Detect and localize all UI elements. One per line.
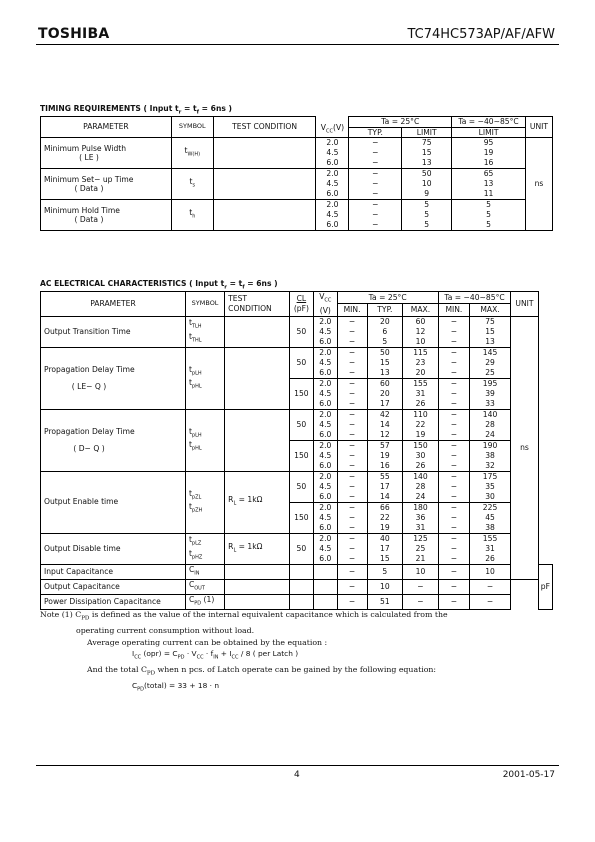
- vcc-cell: [314, 579, 337, 594]
- limit-cell: 75 15 13: [402, 138, 452, 169]
- max85-cell: 145 29 25: [469, 347, 510, 378]
- test-cell: [225, 579, 289, 594]
- cl-cell: 50: [289, 409, 314, 440]
- cl-cell: 50: [289, 347, 314, 378]
- sym-output-capacitance: $C_{OUT}$: [185, 579, 224, 594]
- notes: [40, 609, 552, 696]
- note-3: And the total $C_{PD}$ when n pcs. of Latch operate can be gained by the following equation:: [87, 665, 437, 677]
- cl-cell: 150: [289, 440, 314, 471]
- min85-cell: − − −: [438, 502, 469, 533]
- vcc-cell: [314, 564, 337, 579]
- typ-cell: 40 17 15: [367, 533, 402, 564]
- max-cell: 60 12 10: [403, 316, 439, 347]
- timing-title: TIMING REQUIREMENTS ( Input $t_r = t_f = 6ns$ ): [40, 104, 233, 116]
- min-cell: −: [337, 564, 367, 579]
- max-cell: 125 25 21: [403, 533, 439, 564]
- typ-cell: 20 6 5: [367, 316, 402, 347]
- col-typ: TYP.: [349, 127, 402, 138]
- ac-table: [40, 291, 553, 610]
- revision-date: 2001-05-17: [502, 770, 555, 780]
- col-symbol: SYMBOL: [185, 292, 224, 317]
- max85-cell: −: [469, 579, 510, 594]
- max-cell: 115 23 20: [403, 347, 439, 378]
- vcc-cell: 2.0 4.5 6.0: [314, 471, 337, 502]
- test-cell: [213, 200, 316, 231]
- test-cell: [225, 347, 289, 409]
- param-output-transition: Output Transition Time: [41, 316, 186, 347]
- min85-cell: − − −: [438, 378, 469, 409]
- col-min: MIN.: [337, 304, 367, 316]
- note-1-line-1: Note (1) $C_{PD}$ is defined as the value of the internal equivalent capacitance which is calculated from the: [40, 610, 448, 622]
- param-input-capacitance: Input Capacitance: [41, 564, 186, 579]
- cl-cell: 50: [289, 471, 314, 502]
- min85-cell: −: [438, 579, 469, 594]
- min-cell: − − −: [337, 533, 367, 564]
- col-vcc: $V_{CC}(V)$: [316, 117, 349, 138]
- min85-cell: − − −: [438, 347, 469, 378]
- limit85-cell: 65 13 11: [452, 169, 526, 200]
- param-prop-delay-d-q: Propagation Delay Time ( D− Q ): [41, 409, 186, 471]
- test-cell: [225, 564, 289, 579]
- param-hold-time: Minimum Hold Time ( Data ): [41, 200, 172, 231]
- typ-cell: − − −: [349, 169, 402, 200]
- cl-cell: 150: [289, 378, 314, 409]
- max-cell: 155 31 26: [403, 378, 439, 409]
- cl-cell: 50: [289, 316, 314, 347]
- col-max: MAX.: [403, 304, 439, 316]
- col-parameter: PARAMETER: [41, 292, 186, 317]
- vcc-cell: 2.0 4.5 6.0: [314, 409, 337, 440]
- param-pulse-width: Minimum Pulse Width ( LE ): [41, 138, 172, 169]
- vcc-cell: 2.0 4.5 6.0: [314, 440, 337, 471]
- col-ta85: Ta = −40~85°C: [452, 117, 526, 128]
- param-output-disable: Output Disable time: [41, 533, 186, 564]
- max85-cell: −: [469, 594, 510, 609]
- timing-table: [40, 116, 553, 231]
- max85-cell: 75 15 13: [469, 316, 510, 347]
- typ-cell: 42 14 12: [367, 409, 402, 440]
- max-cell: 10: [403, 564, 439, 579]
- typ-cell: 51: [367, 594, 402, 609]
- limit-cell: 5 5 5: [402, 200, 452, 231]
- min85-cell: −: [438, 564, 469, 579]
- min85-cell: − − −: [438, 471, 469, 502]
- sym-input-capacitance: $C_{IN}$: [185, 564, 224, 579]
- unit-ns: ns: [511, 316, 539, 579]
- max85-cell: 10: [469, 564, 510, 579]
- brand-logo: TOSHIBA: [38, 26, 110, 42]
- note-1-line-2: operating current consumption without load.: [76, 626, 255, 636]
- param-power-dissipation: Power Dissipation Capacitance: [41, 594, 186, 609]
- test-cell: [225, 316, 289, 347]
- col-min-85: MIN.: [438, 304, 469, 316]
- vcc-cell: 2.0 4.5 6.0: [314, 378, 337, 409]
- cl-cell: 150: [289, 502, 314, 533]
- typ-cell: 5: [367, 564, 402, 579]
- vcc-cell: 2.0 4.5 6.0: [314, 533, 337, 564]
- equation-icc: $I_{CC}$ $(opr) = C_{PD} \cdot V_{CC} \cdot f_{IN} + I_{CC} / 8$ ( per Latch ): [132, 649, 299, 661]
- vcc-cell: 2.0 4.5 6.0: [314, 502, 337, 533]
- sym-setup-time: $t_s$: [171, 169, 213, 200]
- min85-cell: − − −: [438, 440, 469, 471]
- sym-output-transition: $t_{TLH}$ $t_{THL}$: [185, 316, 224, 347]
- col-limit-25: LIMIT: [402, 127, 452, 138]
- vcc-cell: [314, 594, 337, 609]
- max85-cell: 175 35 30: [469, 471, 510, 502]
- col-cl: CL (pF): [289, 292, 314, 317]
- param-output-enable: Output Enable time: [41, 471, 186, 533]
- ac-title: AC ELECTRICAL CHARACTERISTICS ( Input $t_r = t_f = 6ns$ ): [40, 279, 278, 291]
- max85-cell: 190 38 32: [469, 440, 510, 471]
- max85-cell: 225 45 38: [469, 502, 510, 533]
- test-rl: $R_L = 1k\Omega$: [225, 533, 289, 564]
- sym-pulse-width: $t_{W(H)}$: [171, 138, 213, 169]
- typ-cell: − − −: [349, 138, 402, 169]
- sym-prop-delay-le-q: $t_{pLH}$ $t_{pHL}$: [185, 347, 224, 409]
- unit-ns: ns: [525, 138, 552, 231]
- page-number: 4: [294, 770, 300, 780]
- test-cell: [213, 138, 316, 169]
- max-cell: 180 36 31: [403, 502, 439, 533]
- test-cell: [213, 169, 316, 200]
- typ-cell: 57 19 16: [367, 440, 402, 471]
- max-cell: 150 30 26: [403, 440, 439, 471]
- max85-cell: 140 28 24: [469, 409, 510, 440]
- col-vcc: $V_{CC}$ (V): [314, 292, 337, 317]
- min-cell: − − −: [337, 502, 367, 533]
- col-test-condition: TEST CONDITION: [225, 292, 289, 317]
- header-divider: [36, 44, 559, 45]
- cl-cell: [289, 564, 314, 579]
- test-cell: [225, 409, 289, 471]
- min-cell: − − −: [337, 347, 367, 378]
- typ-cell: 50 15 13: [367, 347, 402, 378]
- col-max-85: MAX.: [469, 304, 510, 316]
- limit85-cell: 5 5 5: [452, 200, 526, 231]
- min-cell: −: [337, 579, 367, 594]
- sym-prop-delay-d-q: $t_{pLH}$ $t_{pHL}$: [185, 409, 224, 471]
- col-typ: TYP.: [367, 304, 402, 316]
- max85-cell: 155 31 26: [469, 533, 510, 564]
- col-ta85: Ta = −40~85°C: [438, 292, 510, 304]
- typ-cell: − − −: [349, 200, 402, 231]
- cl-cell: 50: [289, 533, 314, 564]
- min85-cell: − − −: [438, 533, 469, 564]
- vcc-cell: 2.0 4.5 6.0: [316, 200, 349, 231]
- typ-cell: 66 22 19: [367, 502, 402, 533]
- part-number: TC74HC573AP/AF/AFW: [407, 27, 555, 42]
- min-cell: − − −: [337, 440, 367, 471]
- footer-divider: [36, 765, 559, 766]
- min85-cell: − − −: [438, 409, 469, 440]
- max-cell: 140 28 24: [403, 471, 439, 502]
- sym-output-enable: $t_{pZL}$ $t_{pZH}$: [185, 471, 224, 533]
- max85-cell: 195 39 33: [469, 378, 510, 409]
- unit-pf: pF: [538, 564, 552, 609]
- min85-cell: − − −: [438, 316, 469, 347]
- typ-cell: 10: [367, 579, 402, 594]
- min-cell: − − −: [337, 378, 367, 409]
- col-unit: UNIT: [525, 117, 552, 138]
- param-prop-delay-le-q: Propagation Delay Time ( LE− Q ): [41, 347, 186, 409]
- col-unit: UNIT: [511, 292, 539, 317]
- min85-cell: −: [438, 594, 469, 609]
- typ-cell: 60 20 17: [367, 378, 402, 409]
- max-cell: 110 22 19: [403, 409, 439, 440]
- cl-cell: [289, 594, 314, 609]
- equation-cpd-total: $C_{PD}(total) = 33 + 18 \cdot n$: [132, 681, 220, 693]
- vcc-cell: 2.0 4.5 6.0: [314, 316, 337, 347]
- col-ta25: Ta = 25°C: [349, 117, 452, 128]
- cl-cell: [289, 579, 314, 594]
- vcc-cell: 2.0 4.5 6.0: [316, 138, 349, 169]
- test-cell: [225, 594, 289, 609]
- sym-power-dissipation: $C_{PD}$ (1): [185, 594, 224, 609]
- param-setup-time: Minimum Set− up Time ( Data ): [41, 169, 172, 200]
- vcc-cell: 2.0 4.5 6.0: [316, 169, 349, 200]
- vcc-cell: 2.0 4.5 6.0: [314, 347, 337, 378]
- typ-cell: 55 17 14: [367, 471, 402, 502]
- min-cell: − − −: [337, 471, 367, 502]
- col-limit-85: LIMIT: [452, 127, 526, 138]
- col-ta25: Ta = 25°C: [337, 292, 438, 304]
- sym-hold-time: $t_h$: [171, 200, 213, 231]
- limit85-cell: 95 19 16: [452, 138, 526, 169]
- note-2: Average operating current can be obtained by the equation :: [87, 637, 328, 647]
- limit-cell: 50 10 9: [402, 169, 452, 200]
- min-cell: − − −: [337, 409, 367, 440]
- max-cell: −: [403, 594, 439, 609]
- col-test-condition: TEST CONDITION: [213, 117, 316, 138]
- param-output-capacitance: Output Capacitance: [41, 579, 186, 594]
- min-cell: −: [337, 594, 367, 609]
- test-rl: $R_L = 1k\Omega$: [225, 471, 289, 533]
- col-parameter: PARAMETER: [41, 117, 172, 138]
- sym-output-disable: $t_{pLZ}$ $t_{pHZ}$: [185, 533, 224, 564]
- min-cell: − − −: [337, 316, 367, 347]
- col-symbol: SYMBOL: [171, 117, 213, 138]
- max-cell: −: [403, 579, 439, 594]
